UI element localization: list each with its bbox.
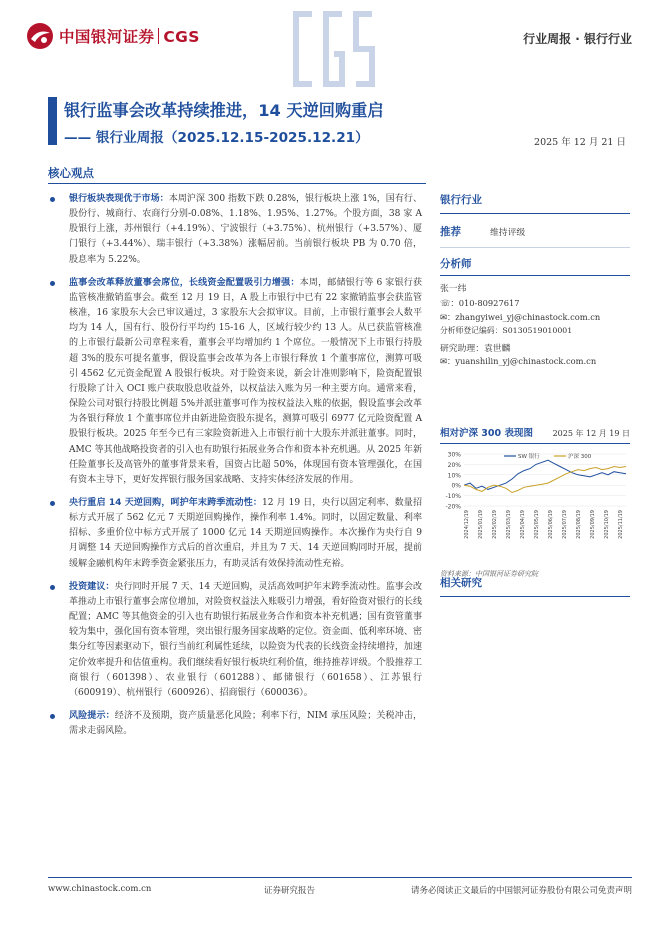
chart-legend-label: SW 银行 (518, 454, 540, 460)
chart-x-tick: 2025/02/19 (492, 510, 498, 539)
chart-source: 资料来源：中国银河证券研究院 (440, 570, 538, 578)
chart-y-tick: -20% (445, 503, 461, 511)
industry-label: 银行行业 (440, 194, 482, 206)
bullet-lead: 监事会改革释放董事会席位，长线资金配置吸引力增强： (69, 277, 300, 288)
bullet-lead: 央行重启 14 天逆回购，呵护年末跨季流动性： (69, 497, 262, 508)
divider (440, 213, 630, 214)
sidebar-industry (440, 192, 630, 248)
bullet-item (50, 580, 422, 701)
analyst-email[interactable]: zhangyiwei_yj@chinastock.com.cn (455, 312, 601, 322)
chart-x-tick: 2025/11/19 (618, 510, 624, 539)
chart-x-tick: 2025/01/19 (478, 510, 484, 539)
bullet-text: 经济不及预期，资产质量恶化风险；利率下行，NIM 承压风险；关税冲击，需求走弱风险。 (69, 711, 422, 737)
email-icon: ✉ (440, 312, 447, 322)
divider (440, 596, 630, 597)
company-logo (26, 22, 200, 50)
chart-x-tick: 2025/06/19 (548, 510, 554, 539)
bullet-item (50, 276, 422, 488)
bullet-item (50, 496, 422, 572)
email-icon: ✉ (440, 356, 447, 366)
core-heading: 核心观点 (48, 166, 94, 180)
bullet-dot-icon (50, 714, 55, 719)
rating-label: 推荐 (440, 226, 461, 238)
chart-y-tick: 30% (447, 451, 461, 459)
chart-x-tick: 2025/08/19 (576, 510, 582, 539)
related-heading: 相关研究 (440, 577, 482, 589)
chart-y-tick: 0% (451, 482, 461, 490)
relative-performance-chart (440, 425, 630, 579)
chart-plot (440, 444, 630, 559)
bullet-item (50, 192, 422, 268)
sidebar-related (440, 575, 630, 597)
bullet-text: 本周，邮储银行等 6 家银行获监管核准撤销监事会。截至 12 月 19 日，A 股上市银行中已有 22 家撤销监事会获监管核准，16 家股东大会已审议通过，3 家股东大会拟审议。目前，上市银行董事会人数平均为 14 人，国有行、股份行平均约 15-16 人，区域行较少约 13 人。从已获监管核准的上市银行最新公司章程来看，董事会平均增加约 1 个席位。一般情况下上市银行持股超 3%的股东可提名董事，假设监事会改革为各上市银行释放 1 个董事席位，测算可吸引 4562 亿元资金配置 A 股银行板块。对于险资来说，新会计准则影响下，险资配置银行股除了计入 OCI 账户获取股息收益外，以权益法入账为另一种主要方向。通常来看，保险公司对银行持股比例超 5%并派驻董事可作为按权益法入账的依据，假设监事会改革为各银行释放 1 个董事席位并由新进险资股东提名，测算可吸引 6977 亿元险资配置 A 股银行板块。2025 年至今已有三家险资新进入上市银行前十大股东并派驻董事。同时，AMC 等其他战略投资者的引入也有助银行拓展业务合作和资本补充机遇。从 2025 年新任险董事长及高管外的董事背景来看，国资占比超 50%，体现国有资本管理强化，在国有资本主导下，更好发挥银行服务国家战略、支持实体经济发展的作用。 (69, 277, 423, 485)
assistant-email[interactable]: yuanshilin_yj@chinastock.com.cn (455, 356, 597, 366)
page-title: 银行监事会改革持续推进，14 天逆回购重启 (64, 101, 384, 120)
chart-y-tick: 20% (447, 461, 461, 469)
analyst-phone: 010-80927617 (458, 298, 520, 308)
bullet-lead: 银行板块表现优于市场： (69, 194, 169, 204)
divider (440, 275, 630, 276)
analyst-heading: 分析师 (440, 258, 472, 270)
footer-disclaimer: 请务必阅读正文最后的中国银河证券股份有限公司免责声明 (410, 886, 632, 896)
bullet-lead: 投资建议： (69, 581, 115, 592)
bullet-text: 本周沪深 300 指数下跌 0.28%，银行板块上涨 1%，国有行、股份行、城商行、农商行分别-0.08%、1.18%、1.95%、1.27%。个股方面，38 家 A 股银行上涨，苏州银行（+4.19%）、宁波银行（+3.75%）、杭州银行（+3.57%）、厦门银行（+3.44%）、瑞丰银行（+3.38%）涨幅居前。当前银行板块 PB 为 0.70 倍，股息率为 5.22%。 (69, 194, 422, 265)
logo-text-cn: 中国银河证券 (59, 28, 155, 46)
bullet-lead: 风险提示： (69, 711, 115, 721)
bullet-item (50, 709, 422, 739)
chart-y-tick: -10% (445, 493, 461, 501)
report-category: 行业周报 · 银行行业 (523, 32, 632, 46)
chart-date: 2025 年 12 月 19 日 (552, 429, 630, 438)
footer-website[interactable]: www.chinastock.com.cn (48, 884, 152, 894)
divider (48, 183, 426, 184)
bullet-text: 央行同时开展 7 天、14 天逆回购，灵活高效呵护年末跨季流动性。监事会改革推动上市银行董事会席位增加，对险资权益法入账吸引力增强，看好险资对银行的长线配置；AMC 等其他资金的引入也有助银行拓展业务合作和资本补充机遇；国有资管董事较为集中，强化国有资本管理，突出银行服务国家战略的定位。资金面、低利率环境、密集分红等因素驱动下，银行当前红利属性延续，以险资为代表的长线资金持续增持，加速定价效率提升和估值重构。我们继续看好银行板块红利价值，维持推荐评级。个股推荐工商银行（601398）、农业银行（601288）、邮储银行（601658）、江苏银行（600919）、杭州银行（600926）、招商银行（600036）。 (69, 581, 422, 698)
analyst-cert: 分析师登记编码：S0130519010001 (440, 326, 573, 335)
assistant-name: 研究助理：袁世麟 (440, 344, 511, 354)
logo-text-en: CGS (163, 28, 200, 46)
analyst-name: 张一纬 (440, 284, 467, 294)
footer-divider (48, 877, 632, 878)
page-subtitle: —— 银行业周报（2025.12.15-2025.12.21） (64, 130, 369, 146)
chart-x-tick: 2025/09/19 (590, 510, 596, 539)
title-accent-bar (48, 97, 57, 145)
core-bullets (50, 192, 422, 747)
chart-x-tick: 2025/03/19 (506, 510, 512, 539)
bullet-dot-icon (50, 197, 55, 202)
chart-title: 相对沪深 300 表现图 (440, 428, 533, 439)
sidebar-analyst: 分析师 张一纬 ☏：010-80927617 ✉：zhangyiwei_yj@chinastock.com.cn 分析师登记编码：S0130519010001 研究助理：袁世麟 ✉：yuanshilin_yj@chinastock.com.cn (440, 256, 630, 368)
chart-x-tick: 2025/05/19 (534, 510, 540, 539)
chart-x-tick: 2025/07/19 (562, 510, 568, 539)
bullet-dot-icon (50, 501, 55, 506)
chart-y-tick: 10% (447, 472, 461, 480)
rating-value: 维持评级 (490, 228, 526, 238)
bullet-dot-icon (50, 281, 55, 286)
chart-series-line (464, 467, 626, 493)
report-date: 2025 年 12 月 21 日 (534, 137, 626, 148)
bullet-text: 12 月 19 日，央行以固定利率、数量招标方式开展了 562 亿元 7 天期逆回购操作，操作利率 1.4%。同时，以固定数量、利率招标、多重价位中标方式开展了 1000 亿元 14 天期逆回购操作。本次操作为央行自 9 月调整 14 天逆回购操作方式后的首次重启，并且为 7 天、14 天逆回购同时开展，提前缓解金融机构年末跨季资金紧张压力，有助灵活有效保持流动性充裕。 (69, 497, 422, 569)
bullet-dot-icon (50, 585, 55, 590)
chart-x-tick: 2025/10/19 (604, 510, 610, 539)
chart-x-tick: 2024/12/19 (464, 510, 470, 539)
logo-icon (26, 22, 54, 50)
cgs-watermark-icon (286, 4, 380, 94)
divider (440, 247, 630, 248)
phone-icon: ☏ (440, 298, 451, 308)
footer-center: 证券研究报告 (264, 886, 316, 896)
chart-legend-label: 沪深 300 (568, 454, 592, 460)
chart-x-tick: 2025/04/19 (520, 510, 526, 539)
